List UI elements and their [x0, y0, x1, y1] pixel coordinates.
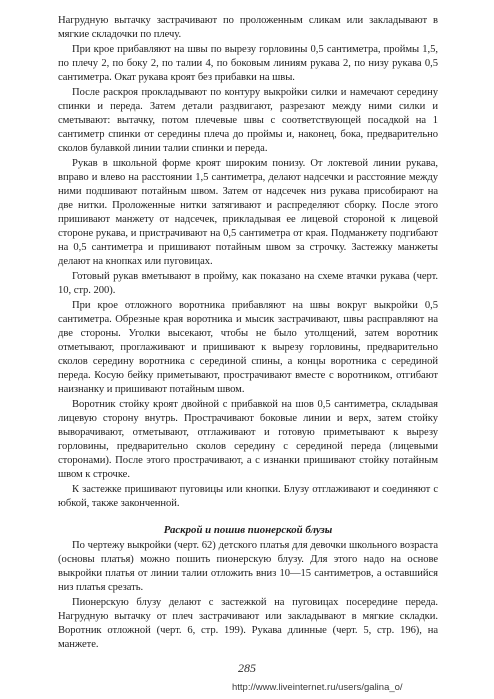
paragraph: После раскроя прокладывают по контуру выкройки силки и намечают середину спинки и переда. Затем детали раздвигают, разрезают между ними силки и сметывают: вытачку, потом плечевые швы с соответствующей посадкой на 1 сантиметр спинки от середины плеча до проймы и, наконец, бока, предварительно сколов булавкой линии талии спинки и переда.	[58, 87, 438, 154]
paragraph: Пионерскую блузу делают с застежкой на пуговицах посередине переда. Нагрудную вытачку от плеч застрачивают или закладывают в мягкие складки. Воротник отложной (черт. 6, стр. 199). Рукава длинные (черт. 5, стр. 196), на манжете.	[58, 597, 438, 650]
paragraph: Рукав в школьной форме кроят широким понизу. От локтевой линии рукава, вправо и влево на расстоянии 1,5 сантиметра, делают надсечки и расстояние между ними подшивают потайным швом. Затем от надсечек низ рукава присобирают на две нитки. Проложенные нитки затягивают и распределяют сборку. После этого пришивают манжету от надсечек, прикладывая ее лицевой стороной к лицевой стороне рукава, и пристрачивают на 0,5 сантиметра от края. Подманжету подгибают на 0,5 сантиметра и пришивают потайным швом за строчку. Застежку манжеты делают на кнопках или пуговицах.	[58, 158, 438, 267]
section-title: Раскрой и пошив пионерской блузы	[163, 524, 333, 536]
paragraph: При крое прибавляют на швы по вырезу горловины 0,5 сантиметра, проймы 1,5, по плечу 2, по боку 2, по талии 4, по боковым линиям рукава 2, по низу рукава 0,5 сантиметра. Окат рукава кроят без прибавки на швы.	[58, 44, 438, 83]
paragraph: При крое отложного воротника прибавляют на швы вокруг выкройки 0,5 сантиметра. Обрезные края воротника и мысик застрачивают, швы расправляют на две стороны. Уголки высекают, чтобы не было утолщений, затем воротник отметывают, проглаживают и пришивают к вырезу горловины, предварительно сколов середину воротника с серединой спины, а концы воротника с серединой переда. Косую бейку приметывают, прострачивают вместе с воротником, отгибают наизнанку и пришивают потайным швом.	[58, 300, 438, 395]
paragraph: К застежке пришивают пуговицы или кнопки. Блузу отглаживают и соединяют с юбкой, также законченной.	[58, 484, 438, 509]
paragraph: Воротник стойку кроят двойной с прибавкой на шов 0,5 сантиметра, складывая лицевую сторону внутрь. Прострачивают боковые линии и верх, затем стойку выворачивают, отметывают, отглаживают и готовую приметывают к вырезу горловины, предварительно сколов середину с серединой переда (лицевыми сторонами). После этого прострачивают, а с изнанки пришивают стойку потайным швом к строчке.	[58, 399, 438, 480]
paragraph: Нагрудную вытачку застрачивают по проложенным сликам или закладывают в мягкие складочки по плечу.	[58, 15, 438, 40]
paragraph: По чертежу выкройки (черт. 62) детского платья для девочки школьного возраста (основы платья) можно пошить пионерскую блузу. Для этого надо на основе выкройки платья от линии талии отложить вниз 10—15 сантиметров, а оставшийся низ платья срезать.	[58, 540, 438, 593]
page-body	[58, 14, 438, 653]
page-number: 285	[238, 661, 256, 675]
paragraph: Готовый рукав вметывают в пройму, как показано на схеме втачки рукава (черт. 10, стр. 200).	[58, 271, 438, 296]
watermark-url: http://www.liveinternet.ru/users/galina_o/	[232, 682, 403, 693]
